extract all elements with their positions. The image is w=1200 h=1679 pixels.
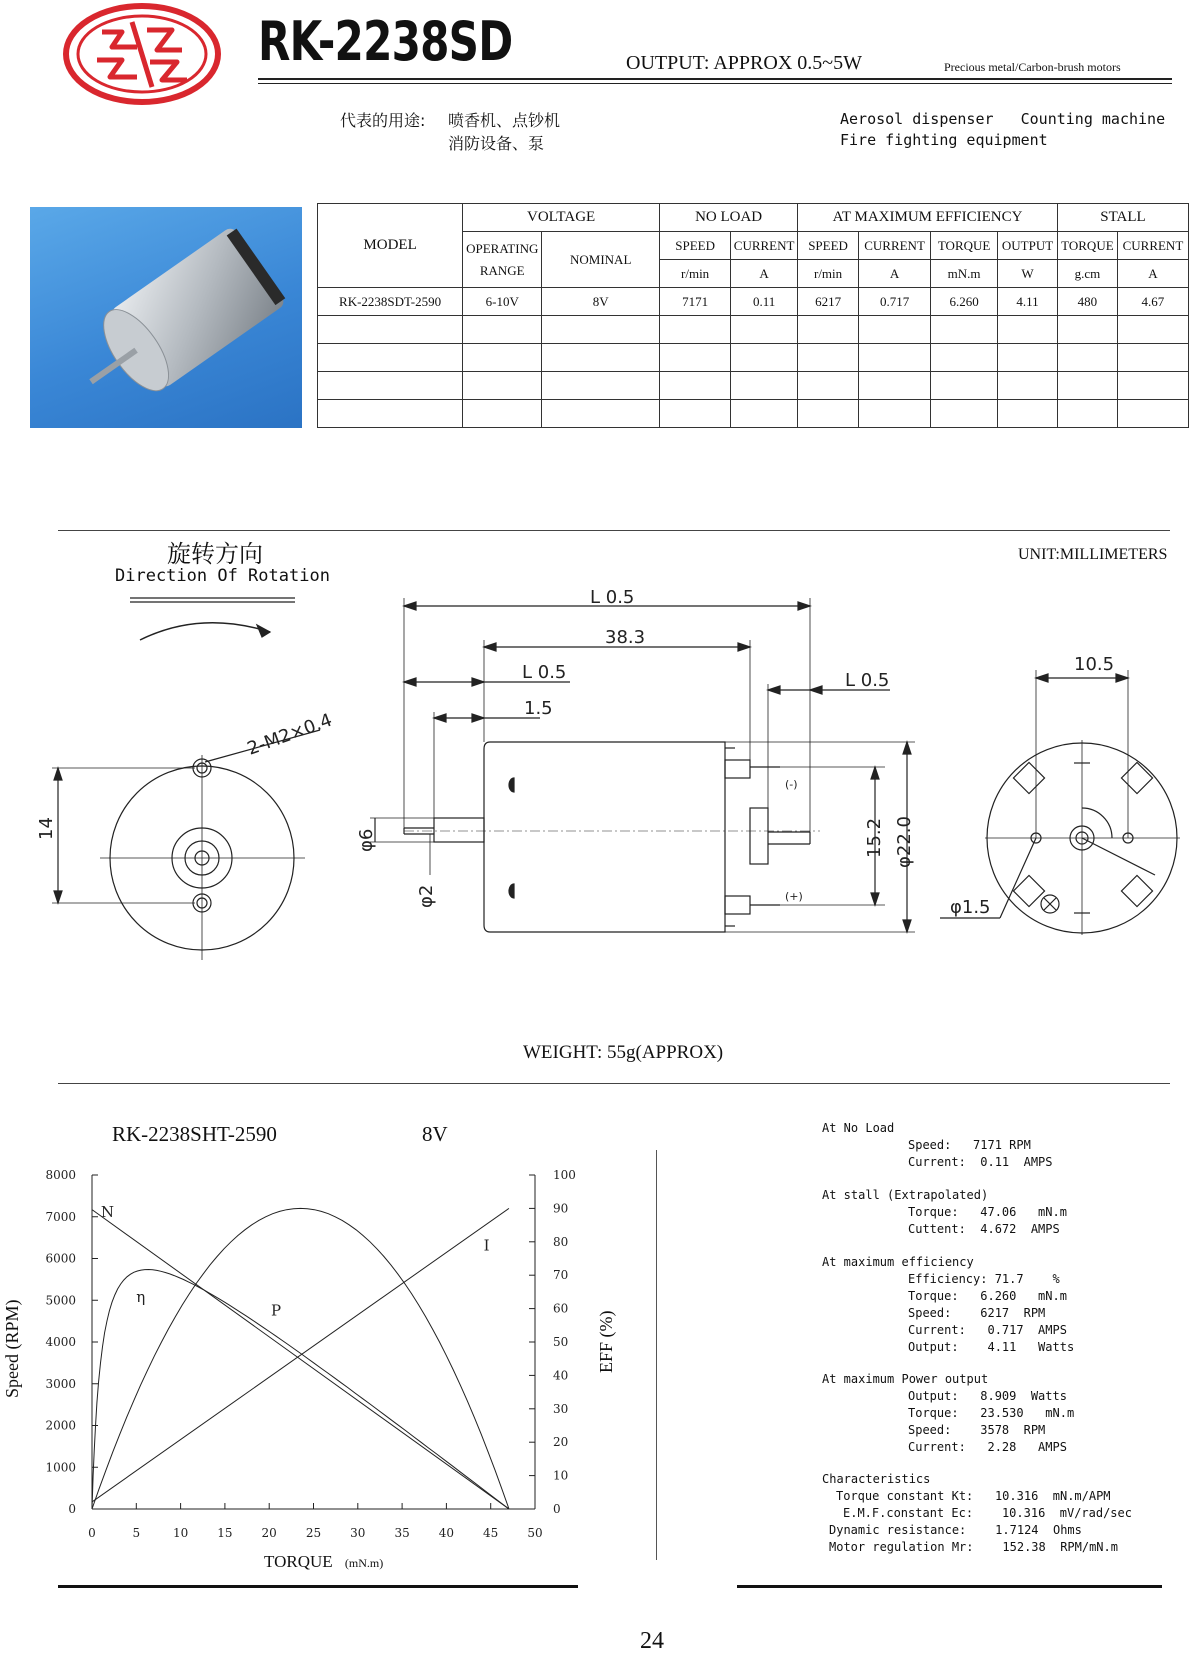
header-me-current: CURRENT xyxy=(859,232,931,260)
dim-l05-top: L 0.5 xyxy=(590,590,635,608)
table-row-empty xyxy=(318,372,1189,400)
chart-voltage: 8V xyxy=(422,1122,448,1146)
y-tick-label-right: 30 xyxy=(553,1401,569,1416)
model-title: RK-2238SD xyxy=(258,10,513,73)
section-rule-drawing xyxy=(58,530,1170,531)
y-axis-right-label: EFF (%) xyxy=(596,1310,616,1373)
product-photo xyxy=(30,207,302,428)
header-model: MODEL xyxy=(318,204,463,288)
speed-line xyxy=(92,1210,509,1509)
label-n: N xyxy=(100,1202,114,1221)
rotation-en: Direction Of Rotation xyxy=(115,566,330,586)
unit-cell: r/min xyxy=(798,260,859,288)
y-tick-label-right: 20 xyxy=(553,1435,569,1450)
dim-14: 14 xyxy=(36,817,57,840)
x-axis-unit: (mN.m) xyxy=(344,1556,384,1570)
dim-phi6: φ6 xyxy=(356,828,377,852)
header-operating: OPERATING xyxy=(466,240,539,256)
x-tick-label: 45 xyxy=(483,1526,499,1540)
unit-cell: r/min xyxy=(660,260,731,288)
unit-label: UNIT:MILLIMETERS xyxy=(1018,546,1168,563)
header-no-load: NO LOAD xyxy=(660,204,798,232)
table-cell: 8V xyxy=(542,288,660,316)
table-row xyxy=(318,288,1189,316)
table-cell: 4.11 xyxy=(998,288,1058,316)
dim-length: 38.3 xyxy=(605,627,646,648)
dim-l05-right: L 0.5 xyxy=(845,670,890,691)
y-tick-label-left: 5000 xyxy=(45,1293,76,1308)
dim-phi1-5: φ1.5 xyxy=(950,897,991,918)
spec-table xyxy=(317,203,1189,428)
table-cell: 0.717 xyxy=(859,288,931,316)
page-number: 24 xyxy=(640,1628,664,1654)
max-eff-line: Current: 0.717 AMPS xyxy=(908,1323,1067,1337)
y-tick-label-left: 6000 xyxy=(45,1251,76,1266)
x-tick-label: 0 xyxy=(88,1526,96,1540)
chart-bottom-rule xyxy=(58,1585,578,1588)
characteristics-line: E.M.F.constant Ec: 10.316 mV/rad/sec xyxy=(843,1506,1132,1520)
header-operating-range xyxy=(463,232,542,288)
uses-en-line1: Aerosol dispenser Counting machine xyxy=(840,110,1166,128)
x-tick-label: 20 xyxy=(261,1526,277,1540)
rotation-cn: 旋转方向 xyxy=(167,540,263,568)
header-nl-speed: SPEED xyxy=(660,232,731,260)
x-axis-label xyxy=(264,1552,383,1572)
x-tick-label: 40 xyxy=(438,1526,455,1540)
unit-cell: A xyxy=(1117,260,1188,288)
table-cell: 6217 xyxy=(798,288,859,316)
dim-phi2: φ2 xyxy=(416,884,437,908)
y-tick-label-left: 3000 xyxy=(45,1376,76,1391)
x-tick-label: 50 xyxy=(527,1526,543,1540)
no-load-line: Speed: 7171 RPM xyxy=(908,1138,1031,1152)
header-stall: STALL xyxy=(1057,204,1188,232)
side-bottom-rule xyxy=(737,1585,1162,1588)
uses-en-line2: Fire fighting equipment xyxy=(840,131,1048,149)
y-tick-label-right: 0 xyxy=(553,1502,561,1516)
dim-1-5: 1.5 xyxy=(524,698,553,719)
x-tick-label: 25 xyxy=(305,1526,322,1540)
x-tick-label: 30 xyxy=(350,1526,366,1540)
uses-cn-line1: 喷香机、点钞机 xyxy=(448,111,561,130)
header-max-eff: AT MAXIMUM EFFICIENCY xyxy=(798,204,1058,232)
max-eff-line: Speed: 6217 RPM xyxy=(908,1306,1046,1320)
header-st-torque: TORQUE xyxy=(1057,232,1117,260)
x-axis-title: TORQUE xyxy=(264,1552,333,1571)
dim-15-2: 15.2 xyxy=(864,817,885,858)
y-tick-label-left: 1000 xyxy=(45,1460,76,1475)
uses-cn-line2: 消防设备、泵 xyxy=(448,134,545,153)
chart-title: RK-2238SHT-2590 xyxy=(112,1122,277,1146)
header-me-output: OUTPUT xyxy=(998,232,1058,260)
unit-cell: mN.m xyxy=(931,260,998,288)
dim-m2: 2-M2×0.4 xyxy=(244,709,336,760)
y-tick-label-right: 40 xyxy=(553,1368,569,1383)
vertical-divider xyxy=(656,1150,657,1560)
no-load-title: At No Load xyxy=(822,1121,895,1135)
y-tick-label-right: 10 xyxy=(553,1468,569,1483)
x-tick-label: 35 xyxy=(394,1526,410,1540)
header-nominal: NOMINAL xyxy=(542,232,660,288)
no-load-line: Current: 0.11 AMPS xyxy=(908,1155,1053,1169)
label-p: P xyxy=(270,1301,282,1320)
max-power-title: At maximum Power output xyxy=(822,1372,989,1386)
terminal-plus: (+) xyxy=(785,890,803,903)
characteristics-line: Torque constant Kt: 10.316 mN.m/APM xyxy=(836,1489,1111,1503)
dim-l05-mid: L 0.5 xyxy=(522,662,567,683)
table-cell: 6.260 xyxy=(931,288,998,316)
x-tick-label: 10 xyxy=(172,1526,189,1540)
header-me-torque: TORQUE xyxy=(931,232,998,260)
y-tick-label-right: 60 xyxy=(553,1301,569,1316)
x-tick-label: 15 xyxy=(217,1526,233,1540)
motor-type: Precious metal/Carbon-brush motors xyxy=(944,60,1121,74)
header-range: RANGE xyxy=(479,262,525,278)
y-tick-label-left: 2000 xyxy=(45,1418,76,1433)
y-tick-label-left: 0 xyxy=(68,1502,76,1516)
table-row-empty xyxy=(318,400,1189,428)
label-i: I xyxy=(483,1236,490,1255)
y-tick-label-left: 7000 xyxy=(45,1209,76,1224)
table-row-empty xyxy=(318,316,1189,344)
weight-label: WEIGHT: 55g(APPROX) xyxy=(523,1042,724,1063)
brand-logo xyxy=(62,2,222,106)
table-cell: 6-10V xyxy=(463,288,542,316)
unit-cell: A xyxy=(731,260,798,288)
max-eff-line: Efficiency: 71.7 % xyxy=(908,1272,1060,1286)
max-eff-line: Output: 4.11 Watts xyxy=(908,1340,1075,1354)
dim-10-5: 10.5 xyxy=(1074,654,1115,675)
output-range: OUTPUT: APPROX 0.5~5W xyxy=(626,52,862,74)
characteristics-title: Characteristics xyxy=(822,1472,931,1486)
header-nl-current: CURRENT xyxy=(731,232,798,260)
technical-drawing xyxy=(0,590,1200,960)
unit-cell: W xyxy=(998,260,1058,288)
y-tick-label-right: 80 xyxy=(553,1234,569,1249)
table-cell: 0.11 xyxy=(731,288,798,316)
max-eff-title: At maximum efficiency xyxy=(822,1255,974,1269)
y-tick-label-right: 70 xyxy=(553,1268,569,1283)
y-tick-label-right: 90 xyxy=(553,1201,569,1216)
y-tick-label-left: 8000 xyxy=(45,1168,76,1182)
characteristics-line: Motor regulation Mr: 152.38 RPM/mN.m xyxy=(829,1540,1118,1554)
stall-line: Cuttent: 4.672 AMPS xyxy=(908,1222,1060,1236)
max-power-line: Current: 2.28 AMPS xyxy=(908,1440,1067,1454)
header-me-speed: SPEED xyxy=(798,232,859,260)
max-power-line: Torque: 23.530 mN.m xyxy=(908,1406,1075,1420)
x-tick-label: 5 xyxy=(132,1526,141,1540)
max-power-line: Output: 8.909 Watts xyxy=(908,1389,1067,1403)
y-tick-label-right: 100 xyxy=(553,1168,576,1182)
unit-cell: g.cm xyxy=(1057,260,1117,288)
efficiency-curve xyxy=(92,1270,509,1510)
table-cell: 7171 xyxy=(660,288,731,316)
uses-cn-label: 代表的用途: xyxy=(340,111,426,130)
dim-phi22: φ22.0 xyxy=(894,816,915,868)
max-eff-line: Torque: 6.260 mN.m xyxy=(908,1289,1067,1303)
header-st-current: CURRENT xyxy=(1117,232,1188,260)
table-cell: 480 xyxy=(1057,288,1117,316)
stall-line: Torque: 47.06 mN.m xyxy=(908,1205,1067,1219)
y-tick-label-left: 4000 xyxy=(45,1335,76,1349)
unit-cell: A xyxy=(859,260,931,288)
label-eta: η xyxy=(136,1287,146,1306)
header-voltage: VOLTAGE xyxy=(463,204,660,232)
y-tick-label-right: 50 xyxy=(553,1335,569,1349)
max-power-line: Speed: 3578 RPM xyxy=(908,1423,1046,1437)
header-rule-top xyxy=(258,78,1172,80)
header-rule-bottom xyxy=(258,83,1172,84)
y-axis-left-label: Speed (RPM) xyxy=(2,1299,22,1398)
table-cell: RK-2238SDT-2590 xyxy=(318,288,463,316)
characteristics-line: Dynamic resistance: 1.7124 Ohms xyxy=(829,1523,1082,1537)
stall-title: At stall (Extrapolated) xyxy=(822,1188,989,1202)
table-row-empty xyxy=(318,344,1189,372)
section-rule-chart xyxy=(58,1083,1170,1084)
table-cell: 4.67 xyxy=(1117,288,1188,316)
terminal-minus: (-) xyxy=(785,778,798,791)
performance-chart xyxy=(0,1160,640,1580)
